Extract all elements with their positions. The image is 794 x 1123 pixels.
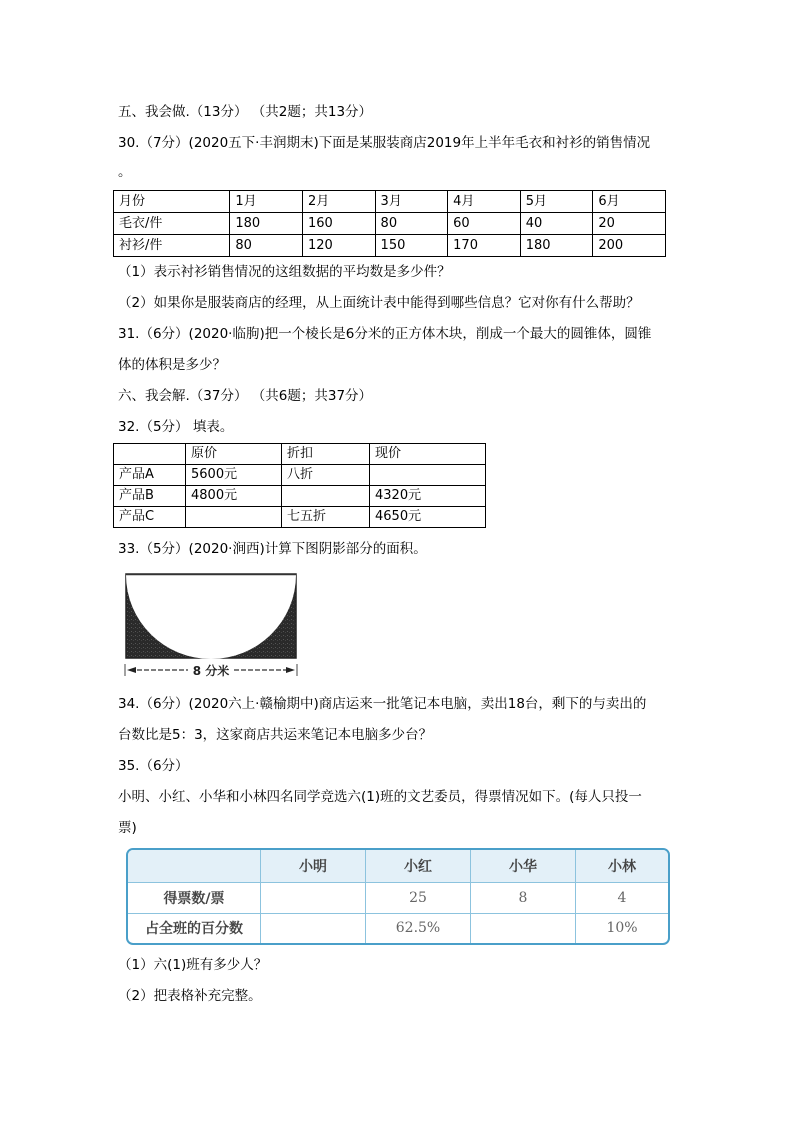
question-31-text: 31.（6分）(2020·临朐)把一个棱长是6分米的正方体木块，削成一个最大的圆锥体，圆锥 (118, 326, 652, 342)
table-cell: 4 (576, 883, 669, 914)
question-35-sub-2: （2）把表格补充完整。 (118, 988, 262, 1004)
table-cell: 八折 (282, 465, 370, 486)
table-cell: 4800元 (186, 486, 282, 507)
table-cell: 小红 (366, 850, 471, 883)
dimension-label: 8 分米 (192, 664, 230, 678)
sales-table (113, 190, 666, 257)
table-cell: 40 (520, 213, 593, 235)
table-cell: 160 (302, 213, 375, 235)
table-cell: 衬衫/件 (114, 235, 230, 257)
table-cell: 5月 (520, 191, 593, 213)
table-cell: 200 (593, 235, 666, 257)
question-30-text: 30.（7分）(2020五下·丰润期末)下面是某服装商店2019年上半年毛衣和衬衫的销售情况 (118, 135, 651, 151)
table-cell: 1月 (230, 191, 303, 213)
table-cell: 4320元 (370, 486, 486, 507)
question-30-sub-1: （1）表示衬衫销售情况的这组数据的平均数是多少件？ (118, 264, 451, 280)
table-row (114, 213, 666, 235)
table-cell (114, 444, 186, 465)
question-35-text-cont: 小明、小红、小华和小林四名同学竞选六(1)班的文艺委员，得票情况如下。(每人只投一 (118, 789, 642, 805)
table-row (114, 235, 666, 257)
table-cell: 4650元 (370, 507, 486, 528)
table-cell: 180 (520, 235, 593, 257)
table-cell: 120 (302, 235, 375, 257)
table-header-row (128, 850, 668, 883)
table-cell: 170 (448, 235, 521, 257)
table-row (114, 465, 486, 486)
table-cell: 10% (576, 913, 669, 943)
table-cell: 180 (230, 213, 303, 235)
table-row (128, 913, 668, 943)
table-cell: 现价 (370, 444, 486, 465)
table-cell: 4月 (448, 191, 521, 213)
table-cell: 80 (375, 213, 448, 235)
question-30-sub-2: （2）如果你是服装商店的经理，从上面统计表中能得到哪些信息？它对你有什么帮助？ (118, 295, 640, 311)
section-6-heading: 六、我会解.（37分） （共6题；共37分） (118, 388, 373, 404)
table-cell: 6月 (593, 191, 666, 213)
table-cell: 25 (366, 883, 471, 914)
table-cell (261, 883, 366, 914)
discount-table (113, 443, 486, 528)
question-35-text-cont-2: 票) (118, 820, 137, 836)
table-cell: 毛衣/件 (114, 213, 230, 235)
table-cell (261, 913, 366, 943)
table-cell (370, 465, 486, 486)
question-31-text-cont: 体的体积是多少？ (118, 357, 226, 373)
table-cell (471, 913, 576, 943)
table-cell: 20 (593, 213, 666, 235)
table-cell: 月份 (114, 191, 230, 213)
table-cell (128, 850, 261, 883)
table-cell: 150 (375, 235, 448, 257)
table-cell: 3月 (375, 191, 448, 213)
table-cell: 80 (230, 235, 303, 257)
table-cell: 小华 (471, 850, 576, 883)
table-cell: 占全班的百分数 (128, 913, 261, 943)
table-header-row (114, 444, 486, 465)
table-cell: 小林 (576, 850, 669, 883)
table-cell: 得票数/票 (128, 883, 261, 914)
table-cell: 产品A (114, 465, 186, 486)
table-cell: 60 (448, 213, 521, 235)
table-cell: 七五折 (282, 507, 370, 528)
table-cell: 产品B (114, 486, 186, 507)
question-34-text-cont: 台数比是5：3，这家商店共运来笔记本电脑多少台？ (118, 727, 433, 743)
question-35-sub-1: （1）六(1)班有多少人？ (118, 957, 268, 973)
section-5-heading: 五、我会做.（13分） （共2题；共13分） (118, 104, 373, 120)
question-34-text: 34.（6分）(2020六上·赣榆期中)商店运来一批笔记本电脑，卖出18台，剩下的与卖出的 (118, 696, 647, 712)
table-cell: 62.5% (366, 913, 471, 943)
question-32-text: 32.（5分） 填表。 (118, 419, 234, 435)
question-30-text-cont: 。 (118, 164, 132, 180)
question-33-text: 33.（5分）(2020·涧西)计算下图阴影部分的面积。 (118, 541, 427, 557)
table-cell: 折扣 (282, 444, 370, 465)
table-cell: 5600元 (186, 465, 282, 486)
table-cell (282, 486, 370, 507)
question-35-text: 35.（6分） (118, 758, 189, 774)
table-row (128, 883, 668, 914)
table-row (114, 507, 486, 528)
table-cell: 原价 (186, 444, 282, 465)
table-row (114, 486, 486, 507)
vote-table (128, 850, 668, 943)
table-cell: 小明 (261, 850, 366, 883)
table-cell (186, 507, 282, 528)
vote-table-container (126, 848, 670, 945)
table-cell: 8 (471, 883, 576, 914)
table-cell: 产品C (114, 507, 186, 528)
shaded-area-figure (122, 570, 300, 678)
table-cell: 2月 (302, 191, 375, 213)
table-header-row (114, 191, 666, 213)
semicircle-in-rectangle-diagram (122, 570, 300, 678)
